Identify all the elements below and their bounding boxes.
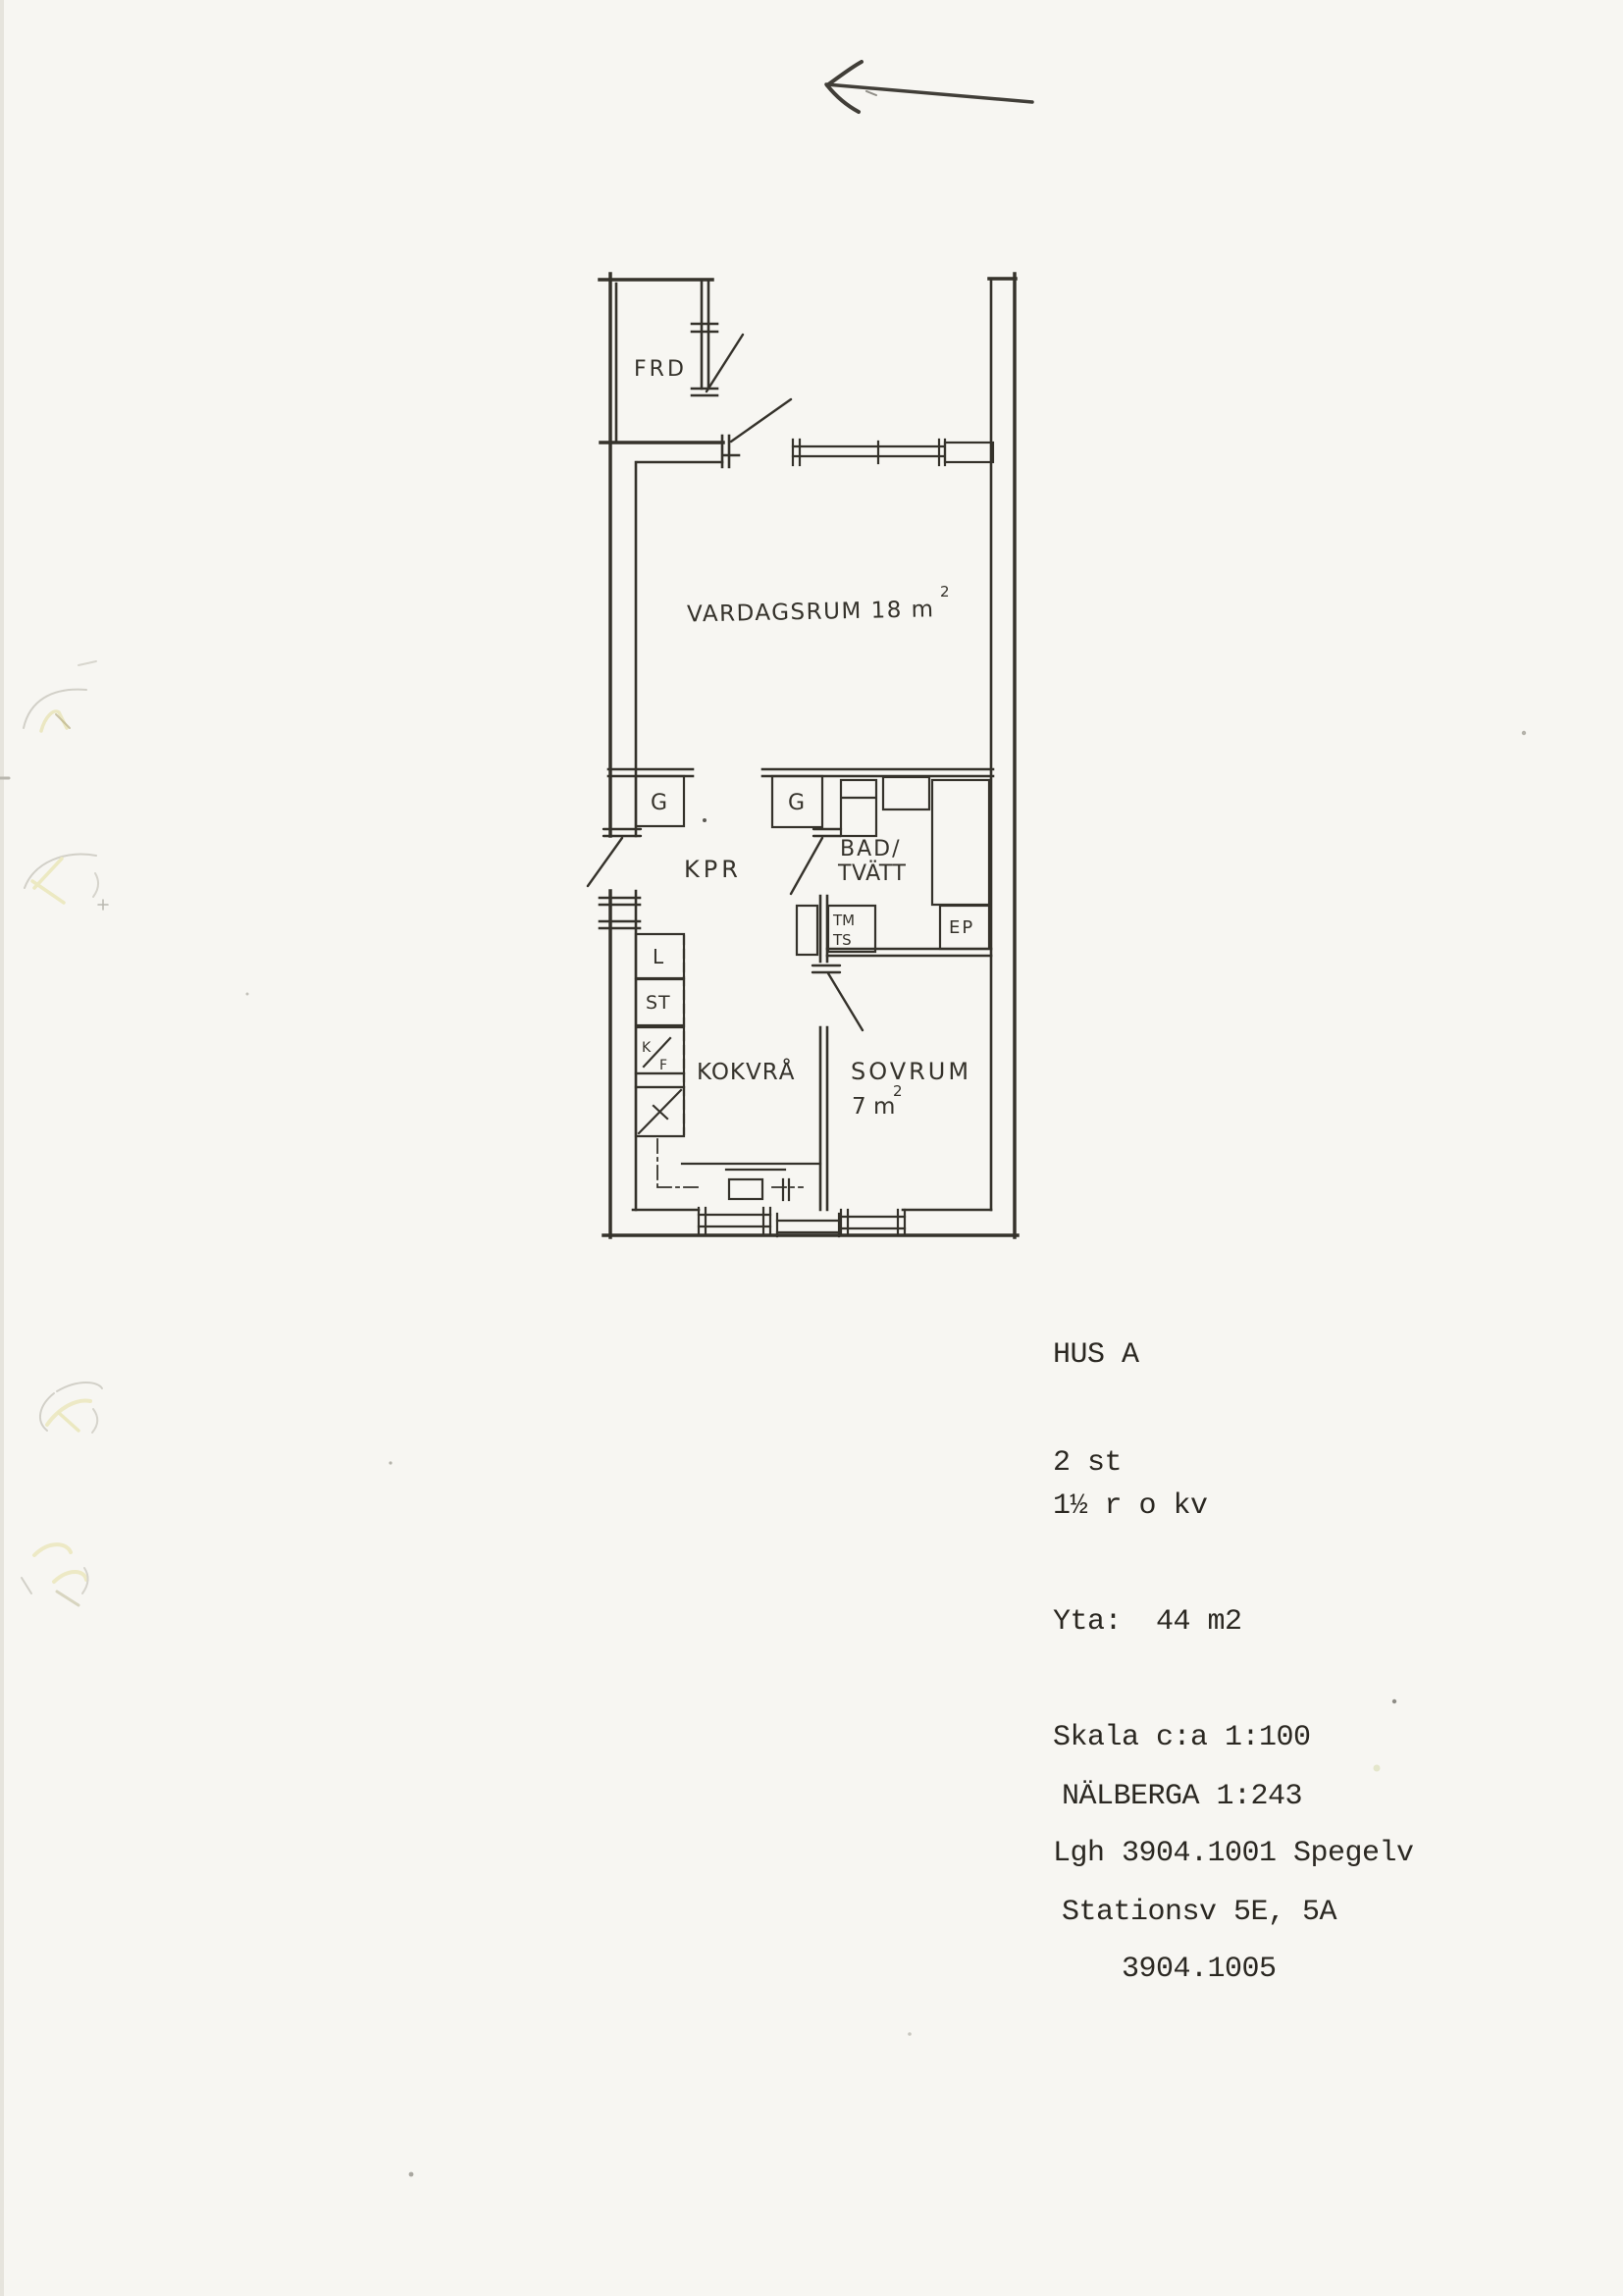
kitchen-sink: [729, 1179, 762, 1199]
sovrum-area-label: 7 m: [852, 1094, 896, 1120]
cleaning-cabinet-label: ST: [646, 992, 671, 1014]
bath-door-leaf: [791, 838, 822, 894]
linen-cabinet-label: L: [653, 945, 664, 968]
building-name: HUS A: [1053, 1338, 1139, 1372]
toilet: [841, 780, 876, 836]
apartment-number-1: Lgh 3904.1001 Spegelv: [1053, 1837, 1414, 1870]
apartment-door-leaf: [588, 838, 622, 886]
bath-door-jamb: [813, 829, 841, 836]
duct: [797, 906, 817, 955]
outer-walls: [600, 274, 1018, 1237]
property-annotation: [1062, 1709, 1336, 2008]
kitchen-window-ticks: [699, 1208, 770, 1233]
bath-west-wall: [820, 896, 827, 962]
living-room-window-ticks: [793, 440, 945, 465]
kitchen-window: [699, 1215, 770, 1226]
living-room-window: [793, 446, 944, 456]
entry-top-jamb: [722, 436, 739, 467]
ep-label: EP: [949, 917, 975, 938]
vardagsrum-label: VARDAGSRUM 18 m: [686, 597, 935, 628]
washbasin: [883, 777, 929, 809]
fridge-label-k: K: [642, 1040, 652, 1056]
ts-label: TS: [833, 931, 852, 949]
property-designation: NÄLBERGA 1:243: [1062, 1780, 1303, 1813]
tm-label: TM: [833, 912, 856, 929]
wardrobe-g1-label: G: [651, 791, 668, 815]
bath-label-line2: TVÄTT: [838, 861, 907, 886]
counter-end-ticks: [783, 1179, 789, 1200]
top-wall-pier: [945, 443, 993, 462]
street-address: Stationsv 5E, 5A: [1062, 1896, 1337, 1929]
kokvra-label: KOKVRÅ: [697, 1060, 796, 1085]
sovrum-area-sup: 2: [893, 1082, 903, 1100]
bedroom-window: [841, 1217, 905, 1228]
fixtures: [636, 776, 989, 1200]
vardagsrum-area-sup: 2: [940, 583, 950, 600]
direction-arrow-icon: [826, 62, 1032, 112]
area: Yta: 44 m2: [1053, 1605, 1242, 1639]
fridge-label-f: F: [659, 1058, 668, 1073]
frd-window-ticks: [692, 324, 717, 332]
bottom-middle-window: [777, 1221, 839, 1232]
frd-door-jamb: [692, 389, 717, 395]
frd-door-leaf: [707, 335, 743, 391]
stove-cross: [639, 1090, 681, 1133]
scale: Skala c:a 1:100: [1053, 1721, 1311, 1754]
sovrum-label: SOVRUM: [851, 1058, 972, 1085]
counter-band: [636, 1073, 684, 1087]
bedroom-door-leaf: [828, 973, 863, 1030]
bedroom-west-wall: [820, 1027, 827, 1210]
entry-porch-door-leaf: [731, 399, 791, 442]
frd-label: FRD: [634, 357, 687, 382]
bath-label-line1: BAD/: [840, 837, 902, 861]
left-wall-section-ticks: [600, 898, 640, 928]
kpr-label: KPR: [684, 856, 742, 883]
bedroom-window-ticks: [841, 1210, 905, 1234]
bedroom-door-jamb: [812, 965, 840, 972]
frd-right-wall: [702, 282, 708, 389]
wardrobe-g2-label: G: [788, 791, 806, 815]
bathtub: [932, 780, 989, 905]
apartment-number-2: 3904.1005: [1053, 1953, 1277, 1986]
building-count: 2 st: [1053, 1446, 1123, 1480]
room-count: 1½ r o kv: [1053, 1489, 1208, 1523]
